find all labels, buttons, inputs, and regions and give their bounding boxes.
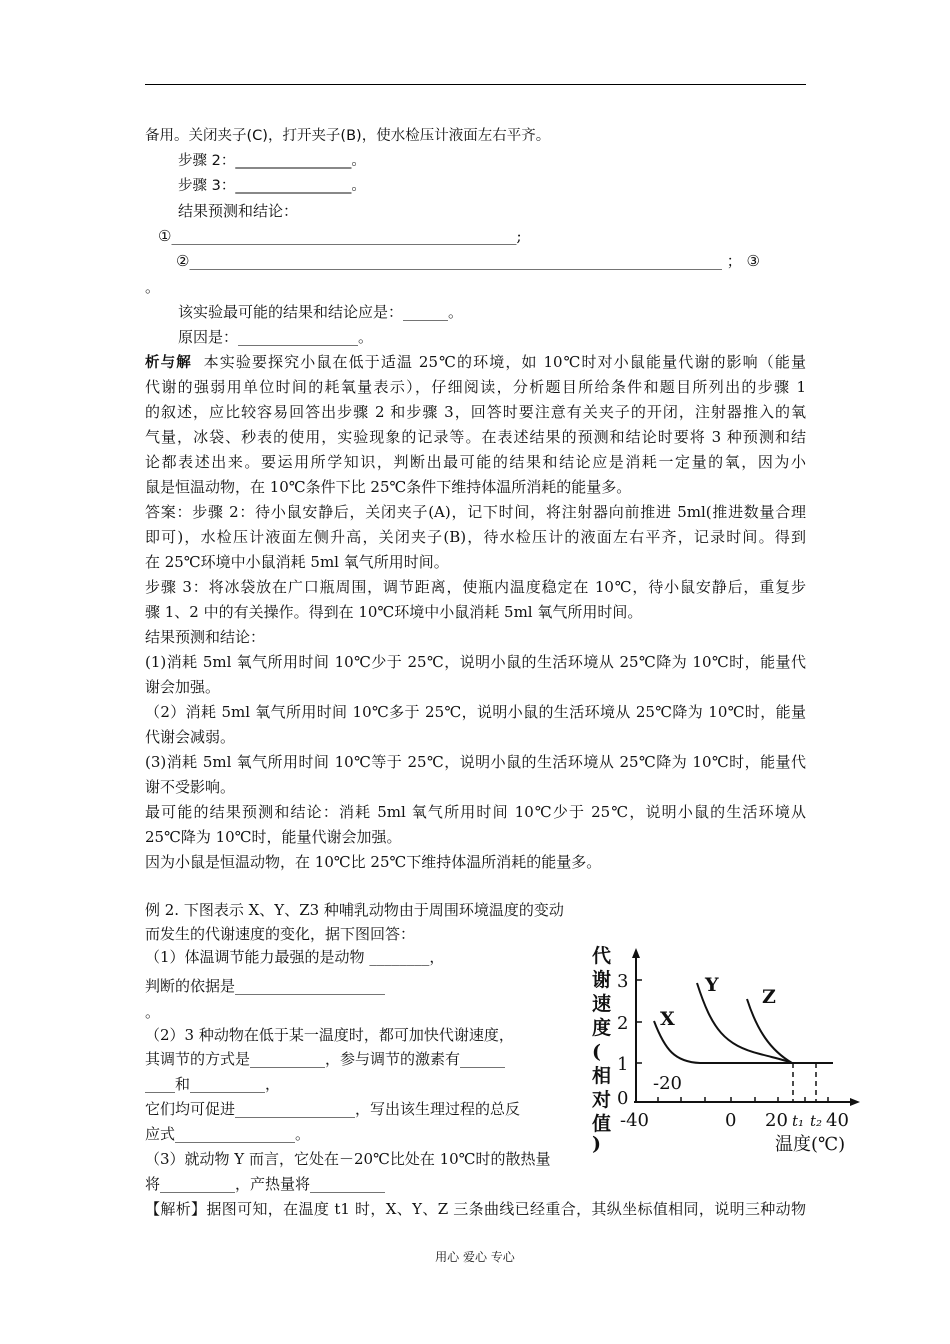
result-blank-2: ②_______________________________________________________________________ ； ③ bbox=[176, 252, 760, 270]
svg-text:相: 相 bbox=[592, 1065, 612, 1087]
svg-text:速: 速 bbox=[592, 993, 612, 1015]
answer-line: 骤 1、2 中的有关操作。得到在 10℃环境中小鼠消耗 5ml 氧气所用时间。 bbox=[145, 603, 643, 621]
text-line: 结果预测和结论： bbox=[178, 202, 299, 220]
question-3: （3）就动物 Y 而言，它处在－20℃比处在 10℃时的散热量 bbox=[145, 1150, 551, 1168]
answer-line: 答案：步骤 2：待小鼠安静后，关闭夹子(A)，记下时间，将注射器向前推进 5ml(推进数量合理 bbox=[145, 503, 806, 521]
analysis-line: 气量，冰袋、秒表的使用，实验现象的记录等。在表述结果的预测和结论时要将 3 种预测和结 bbox=[145, 428, 806, 446]
question-1-basis: 判断的依据是____________________ bbox=[145, 977, 386, 995]
answer-line: 最可能的结果预测和结论：消耗 5ml 氧气所用时间 10℃少于 25℃，说明小鼠的生活环境从 bbox=[145, 803, 806, 821]
curve-label-y: Y bbox=[705, 974, 719, 996]
x-axis-arrow bbox=[850, 1098, 860, 1106]
question-2: （2）3 种动物在低于某一温度时，都可加快代谢速度， bbox=[145, 1026, 514, 1044]
analysis-line: 析与解 本实验要探究小鼠在低于适温 25℃的环境，如 10℃时对小鼠能量代谢的影响（能量 bbox=[145, 353, 806, 371]
answer-line: (3)消耗 5ml 氧气所用时间 10℃等于 25℃，说明小鼠的生活环境从 25℃降为 10℃时，能量代 bbox=[145, 753, 806, 771]
svg-text:(: ( bbox=[592, 1041, 601, 1063]
analysis-line: 的叙述，应比较容易回答出步骤 2 和步骤 3，回答时要注意有关夹子的开闭，注射器推入的氧 bbox=[145, 403, 806, 421]
answer-line: 25℃降为 10℃时，能量代谢会加强。 bbox=[145, 828, 402, 846]
reason-blank: 原因是：________________。 bbox=[178, 328, 374, 346]
answer-line: 在 25℃环境中小鼠消耗 5ml 氧气所用时间。 bbox=[145, 553, 449, 571]
example-line: 。 bbox=[145, 1003, 161, 1021]
analysis-heading: 析与解 bbox=[145, 355, 192, 371]
example-line: 它们均可促进________________，写出该生理过程的总反 bbox=[145, 1100, 521, 1118]
x-tick-label: 20 bbox=[765, 1110, 788, 1131]
answer-line: 步骤 3：将冰袋放在广口瓶周围，调节距离，使瓶内温度稳定在 10℃，待小鼠安静后，重复步 bbox=[145, 578, 806, 596]
example-line: ____和__________， bbox=[145, 1075, 281, 1093]
y-label-char: 代 bbox=[592, 945, 612, 967]
question-1: （1）体温调节能力最强的是动物 ________， bbox=[145, 948, 445, 966]
curve-x bbox=[654, 1021, 833, 1063]
header-rule bbox=[145, 84, 806, 85]
y-axis-arrow bbox=[632, 948, 640, 958]
x-tick-label: t₂ bbox=[810, 1112, 823, 1130]
result-blank-1: ①______________________________________________; bbox=[158, 227, 522, 245]
analysis-line: 鼠是恒温动物，在 10℃条件下比 25℃条件下维持体温所消耗的能量多。 bbox=[145, 478, 632, 496]
metabolism-temperature-figure bbox=[570, 930, 870, 1160]
answer-line: 结果预测和结论： bbox=[145, 628, 266, 646]
answer-line: (1)消耗 5ml 氧气所用时间 10℃少于 25℃，说明小鼠的生活环境从 25℃降为 10℃时，能量代 bbox=[145, 653, 806, 671]
answer-line: 谢不受影响。 bbox=[145, 778, 236, 796]
x-tick-label: 0 bbox=[725, 1110, 737, 1131]
answer-line: 即可)，水检压计液面左侧升高，关闭夹子(B)，待水检压计的液面左右平齐，记录时间。得到 bbox=[145, 528, 806, 546]
y-tick-label: 2 bbox=[617, 1013, 629, 1034]
answer-line: 因为小鼠是恒温动物，在 10℃比 25℃下维持体温所消耗的能量多。 bbox=[145, 853, 602, 871]
y-tick-label: 0 bbox=[617, 1088, 629, 1109]
conclusion-blank: 该实验最可能的结果和结论应是：______。 bbox=[178, 303, 464, 321]
analysis-line: 论都表述出来。要运用所学知识，判断出最可能的结果和结论应是消耗一定量的氧，因为小 bbox=[145, 453, 806, 471]
answer-line: 谢会加强。 bbox=[145, 678, 221, 696]
svg-text:): ) bbox=[592, 1133, 601, 1155]
example-line: 将__________，产热量将__________ bbox=[145, 1175, 386, 1193]
y-axis-label bbox=[592, 944, 611, 1155]
analysis-line: 代谢的强弱用单位时间的耗氧量表示），仔细阅读，分析题目所给条件和题目所列出的步骤 1 bbox=[145, 378, 806, 396]
svg-text:值: 值 bbox=[592, 1113, 612, 1135]
example-line: 其调节的方式是__________，参与调节的激素有______ bbox=[145, 1050, 506, 1068]
svg-text:谢: 谢 bbox=[592, 969, 612, 991]
x-tick-label: t₁ bbox=[792, 1112, 805, 1130]
x-axis-label: 温度(℃) bbox=[775, 1134, 846, 1155]
curve-label-x: X bbox=[660, 1008, 675, 1030]
page-footer: 用心 爱心 专心 bbox=[435, 1250, 515, 1264]
text-line: 备用。关闭夹子(C)，打开夹子(B)，使水检压计液面左右平齐。 bbox=[145, 128, 551, 144]
answer-line: （2）消耗 5ml 氧气所用时间 10℃多于 25℃，说明小鼠的生活环境从 25℃降为 10℃时，能量 bbox=[145, 703, 806, 721]
answer-line: 代谢会减弱。 bbox=[145, 728, 236, 746]
example-line: 应式________________。 bbox=[145, 1125, 311, 1143]
curve-label-z: Z bbox=[762, 986, 776, 1008]
explanation-line: 【解析】据图可知，在温度 t1 时，X、Y、Z 三条曲线已经重合，其纵坐标值相同，说明三种动物 bbox=[145, 1200, 806, 1218]
example-line: 例 2. 下图表示 X、Y、Z3 种哺乳动物由于周围环境温度的变动 bbox=[145, 901, 564, 919]
example-line: 而发生的代谢速度的变化，据下图回答： bbox=[145, 925, 416, 943]
svg-text:对: 对 bbox=[592, 1089, 612, 1111]
x-tick-label: 40 bbox=[826, 1110, 849, 1131]
inner-label: -20 bbox=[653, 1073, 682, 1094]
step2-blank: 步骤 2：________________。 bbox=[178, 153, 366, 169]
text-line: 。 bbox=[145, 278, 161, 296]
y-tick-label: 1 bbox=[617, 1054, 629, 1075]
y-tick-label: 3 bbox=[617, 971, 629, 992]
step3-blank: 步骤 3：________________。 bbox=[178, 178, 366, 194]
curve-z bbox=[747, 999, 792, 1063]
x-tick-label: -40 bbox=[620, 1110, 649, 1131]
svg-text:度: 度 bbox=[592, 1017, 612, 1039]
